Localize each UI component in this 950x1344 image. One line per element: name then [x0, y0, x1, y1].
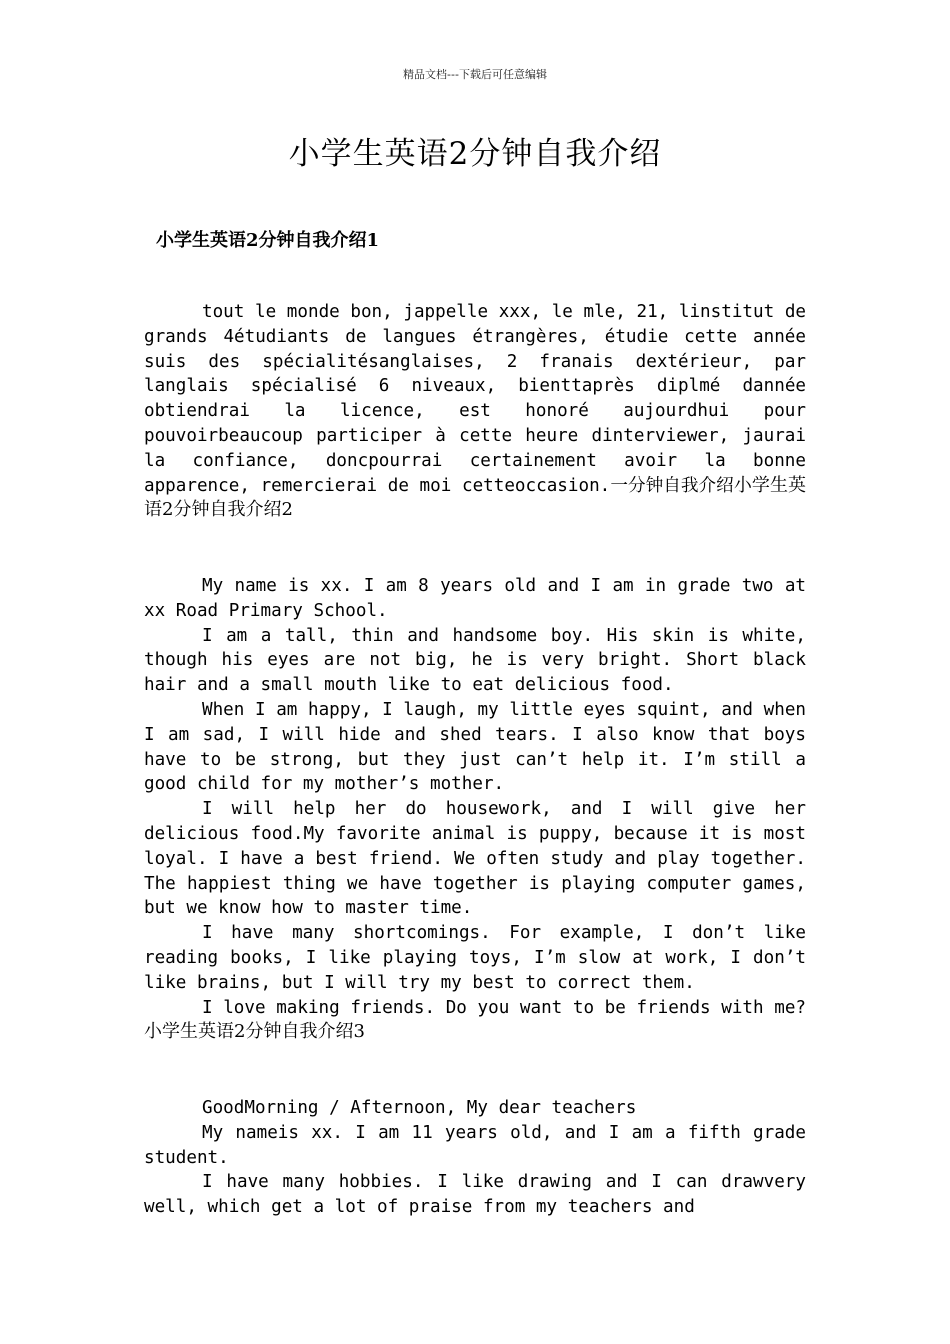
paragraph: I have many shortcomings. For example, I don’t like reading books, I like playing toys, I’m slow at work, I don’t like brains, but I will try my best to correct them.: [144, 923, 806, 993]
paragraph: [144, 300, 806, 523]
paragraph: I will help her do housework, and I will give her delicious food.My favorite animal is puppy, because it is most loyal. I have a best friend. We often study and play together. The happiest thing we have together is playing computer games, but we know how to master time.: [144, 799, 806, 919]
paragraph: GoodMorning / Afternoon, My dear teachers: [202, 1098, 637, 1118]
section-heading-1: 小学生英语2分钟自我介绍1: [156, 230, 380, 251]
section-heading-3: 小学生英语2分钟自我介绍3: [144, 1021, 365, 1043]
section-3-body: [144, 1096, 806, 1220]
paragraph-text: I love making friends. Do you want to be friends with me?: [202, 997, 806, 1018]
section-1-body: [144, 300, 806, 523]
page-header: 精品文档---下载后可任意编辑: [403, 68, 547, 81]
section-2-body: [144, 574, 806, 1045]
section-heading-2: 小学生英语2分钟自我介绍2: [144, 474, 806, 521]
paragraph: My name is xx. I am 8 years old and I am in grade two at xx Road Primary School.: [144, 576, 806, 621]
paragraph: [144, 996, 806, 1046]
paragraph-text: tout le monde bon, jappelle xxx, le mle, 21, linstitut de grands 4étudiants de langues étrangères, étudie cette année suis des spécialitésanglaises, 2 franais dextérieur, par langlais spécialisé 6 niveaux, bienttaprès diplmé dannée obtiendrai la licence, est honoré aujourdhui pour pouvoirbeaucoup participer à cette heure dinterviewer, jaurai la confiance, doncpourrai certainement avoir la bonne apparence, remercierai de moi cetteoccasion.一分钟自我介绍: [144, 302, 806, 496]
paragraph: When I am happy, I laugh, my little eyes squint, and when I am sad, I will hide and shed tears. I also know that boys have to be strong, but they just can’t help it. I’m still a good child for my mother’s mother.: [144, 699, 806, 795]
paragraph: I am a tall, thin and handsome boy. His skin is white, though his eyes are not big, he is very bright. Short black hair and a small mouth like to eat delicious food.: [144, 625, 806, 696]
paragraph: I have many hobbies. I like drawing and I can drawvery well, which get a lot of praise from my teachers and: [144, 1172, 806, 1218]
paragraph: My nameis xx. I am 11 years old, and I am a fifth grade student.: [144, 1122, 806, 1168]
document-title: 小学生英语2分钟自我介绍: [288, 136, 662, 172]
